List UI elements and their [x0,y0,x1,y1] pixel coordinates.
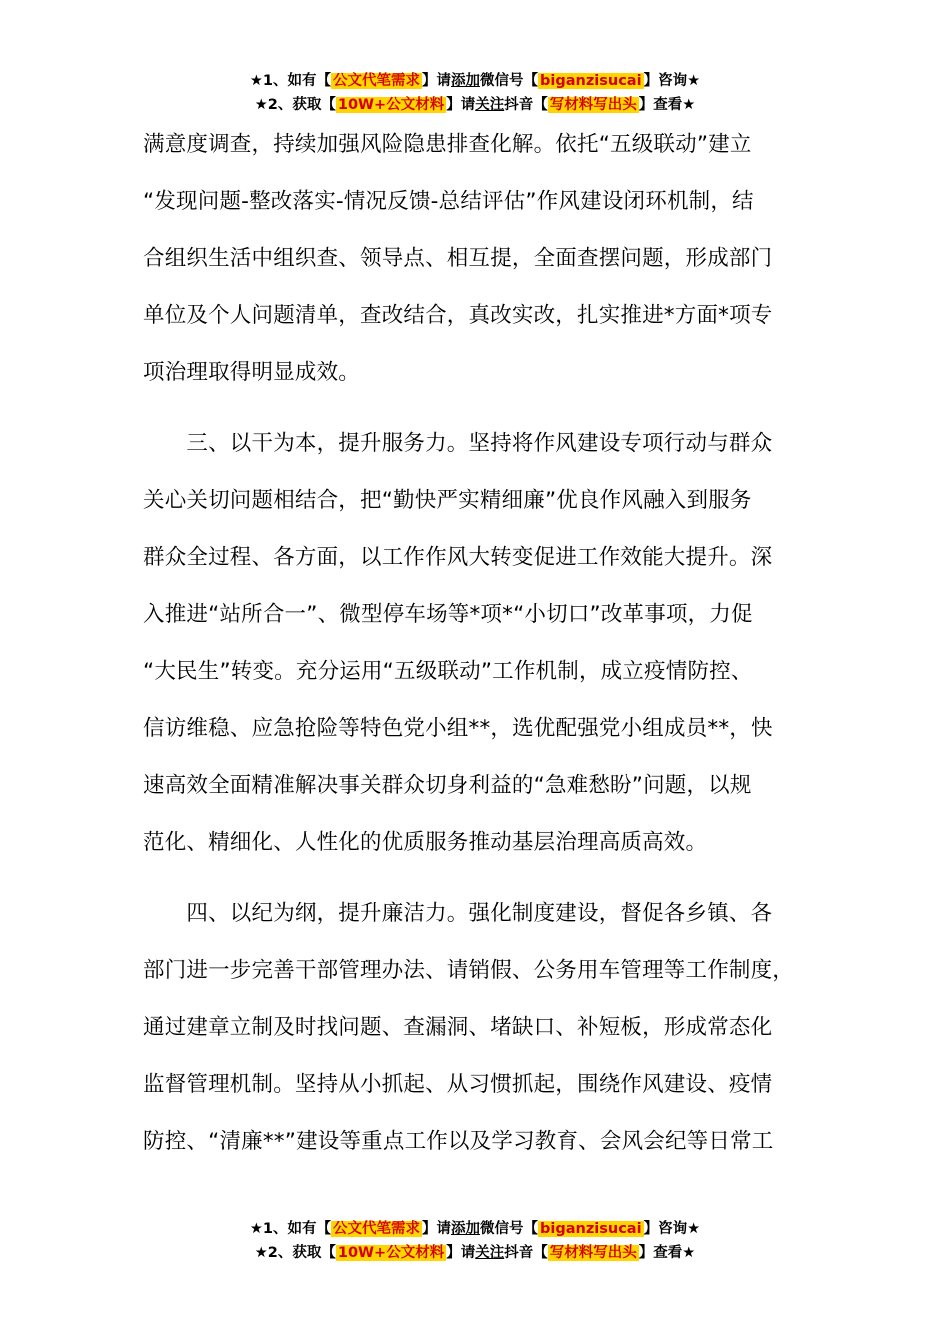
underlined-text: 关注 [475,1245,505,1261]
banner-text: 微信号【 [480,1221,539,1237]
banner-text: 抖音【 [504,1245,548,1261]
text-line: 信访维稳、应急抢险等特色党小组**，选优配强党小组成员**，快 [143,716,773,741]
banner-text: 】查看★ [638,97,696,113]
text-line: 防控、“清廉**”建设等重点工作以及学习教育、会风会纪等日常工 [143,1129,774,1154]
highlight-service: 公文代笔需求 [333,1221,421,1237]
text-line: 关心关切问题相结合，把“勤快严实精细廉”优良作风融入到服务 [143,488,752,513]
banner-text: 】请 [422,73,452,89]
highlight-materials: 10W+公文材料 [337,1245,445,1261]
banner-text: 抖音【 [504,97,548,113]
underlined-text: 关注 [475,97,505,113]
highlight-service: 公文代笔需求 [333,73,421,89]
highlight-douyin-account: 写材料写出头 [549,1245,637,1261]
footer-banner-line-2 [0,1241,950,1265]
text-line: “发现问题-整改落实-情况反馈-总结评估”作风建设闭环机制，结 [143,189,754,214]
banner-text: ★2、获取【 [254,1245,336,1261]
text-line: 部门进一步完善干部管理办法、请销假、公务用车管理等工作制度， [143,958,795,983]
highlight-materials: 10W+公文材料 [337,97,445,113]
text-line: 满意度调查，持续加强风险隐患排查化解。依托“五级联动”建立 [143,132,752,157]
banner-text: ★2、获取【 [254,97,336,113]
text-line: “大民生”转变。充分运用“五级联动”工作机制，成立疫情防控、 [143,659,753,684]
text-line: 项治理取得明显成效。 [143,360,361,385]
header-banner [0,69,950,117]
banner-text: 】咨询★ [643,73,701,89]
text-line: 四、以纪为纲，提升廉洁力。强化制度建设，督促各乡镇、各 [143,901,773,926]
text-line: 范化、精细化、人性化的优质服务推动基层治理高质高效。 [143,830,708,855]
highlight-wechat-id: biganzisucai [540,1221,642,1237]
banner-text: 】请 [446,97,476,113]
text-line: 群众全过程、各方面，以工作作风大转变促进工作效能大提升。深 [143,545,773,570]
text-line: 速高效全面精准解决事关群众切身利益的“急难愁盼”问题，以规 [143,773,752,798]
footer-banner [0,1217,950,1265]
banner-text: 】查看★ [638,1245,696,1261]
text-line: 三、以干为本，提升服务力。坚持将作风建设专项行动与群众 [143,431,773,456]
text-line: 入推进“站所合一”、微型停车场等*项*“小切口”改革事项，力促 [143,602,753,627]
banner-text: 】请 [446,1245,476,1261]
underlined-text: 添加 [451,1221,481,1237]
text-line: 监督管理机制。坚持从小抓起、从习惯抓起，围绕作风建设、疫情 [143,1072,773,1097]
text-line: 单位及个人问题清单，查改结合，真改实改，扎实推进*方面*项专 [143,303,773,328]
highlight-douyin-account: 写材料写出头 [549,97,637,113]
footer-banner-line-1 [0,1217,950,1241]
header-banner-line-1 [0,69,950,93]
banner-text: 】咨询★ [643,1221,701,1237]
header-banner-line-2 [0,93,950,117]
banner-text: 微信号【 [480,73,539,89]
banner-text: ★1、如有【 [249,73,332,89]
text-line: 合组织生活中组织查、领导点、相互提，全面查摆问题，形成部门 [143,246,773,271]
text-line: 通过建章立制及时找问题、查漏洞、堵缺口、补短板，形成常态化 [143,1015,773,1040]
banner-text: ★1、如有【 [249,1221,332,1237]
highlight-wechat-id: biganzisucai [540,73,642,89]
underlined-text: 添加 [451,73,481,89]
banner-text: 】请 [422,1221,452,1237]
